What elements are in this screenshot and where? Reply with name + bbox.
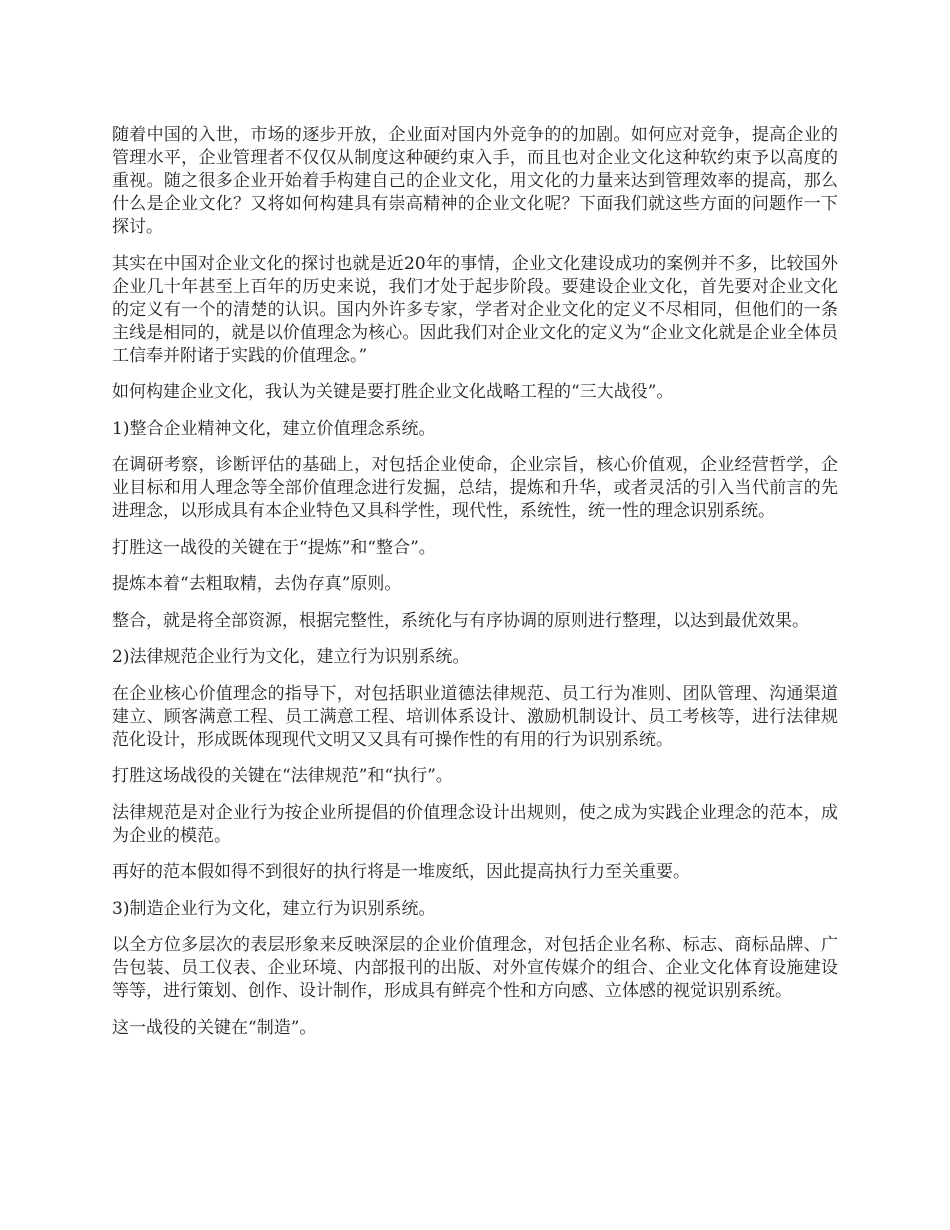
section-heading-2: 2)法律规范企业行为文化，建立行为识别系统。 — [112, 647, 470, 667]
paragraph-section-3-body: 以全方位多层次的表层形象来反映深层的企业价值理念，对包括企业名称、标志、商标品牌、广告包装、员工仪表、企业环境、内部报刊的出版、对外宣传媒介的组合、企业文化体育设施建设等等，进行策划、创作、设计制作，形成具有鲜亮个性和方向感、立体感的视觉识别系统。 — [112, 935, 838, 1001]
paragraph-intro: 随着中国的入世，市场的逐步开放，企业面对国内外竞争的的加剧。如何应对竞争，提高企业的管理水平，企业管理者不仅仅从制度这种硬约束入手，而且也对企业文化这种软约束予以高度的重视。随之很多企业开始着手构建自己的企业文化，用文化的力量来达到管理效率的提高，那么什么是企业文化？又将如何构建具有崇高精神的企业文化呢？下面我们就这些方面的问题作一下探讨。 — [112, 125, 838, 237]
section-heading-3: 3)制造企业行为文化，建立行为识别系统。 — [112, 898, 436, 919]
paragraph-section-1-body: 在调研考察，诊断评估的基础上，对包括企业使命，企业宗旨，核心价值观，企业经营哲学，企业目标和用人理念等全部价值理念进行发掘，总结，提炼和升华，或者灵活的引入当代前言的先进理念，以形成具有本企业特色又具科学性，现代性，系统性，统一性的理念识别系统。 — [112, 455, 838, 521]
paragraph-section-3-key: 这一战役的关键在“制造”。 — [112, 1017, 317, 1038]
paragraph-execution: 再好的范本假如得不到很好的执行将是一堆废纸，因此提高执行力至关重要。 — [112, 862, 690, 882]
section-heading-1: 1)整合企业精神文化，建立价值理念系统。 — [112, 418, 436, 439]
document-body — [112, 124, 838, 1040]
paragraph-section-2-key: 打胜这场战役的关键在“法律规范”和“执行”。 — [112, 766, 453, 786]
paragraph-section-2-body: 在企业核心价值理念的指导下，对包括职业道德法律规范、员工行为准则、团队管理、沟通渠道建立、顾客满意工程、员工满意工程、培训体系设计、激励机制设计、员工考核等，进行法律规范化设计，形成既体现现代文明又又具有可操作性的有用的行为识别系统。 — [112, 683, 838, 750]
paragraph-refine: 提炼本着“去粗取精，去伪存真”原则。 — [112, 574, 402, 594]
paragraph-section-1-key: 打胜这一战役的关键在于“提炼”和“整合”。 — [112, 537, 436, 558]
paragraph-definition: 其实在中国对企业文化的探讨也就是近20年的事情，企业文化建设成功的案例并不多，比较国外企业几十年甚至上百年的历史来说，我们才处于起步阶段。要建设企业文化，首先要对企业文化的定义有一个的清楚的认识。国内外许多专家，学者对企业文化的定义不尽相同，但他们的一条主线是相同的，就是以价值理念为核心。因此我们对企业文化的定义为“企业文化就是企业全体员工信奉并附诸于实践的价值理念。” — [112, 253, 838, 366]
paragraph-three-battles: 如何构建企业文化，我认为关键是要打胜企业文化战略工程的“三大战役”。 — [112, 382, 674, 402]
paragraph-integrate: 整合，就是将全部资源，根据完整性，系统化与有序协调的原则进行整理，以达到最优效果。 — [112, 610, 809, 631]
paragraph-norms: 法律规范是对企业行为按企业所提倡的价值理念设计出规则，使之成为实践企业理念的范本，成为企业的模范。 — [112, 802, 838, 846]
